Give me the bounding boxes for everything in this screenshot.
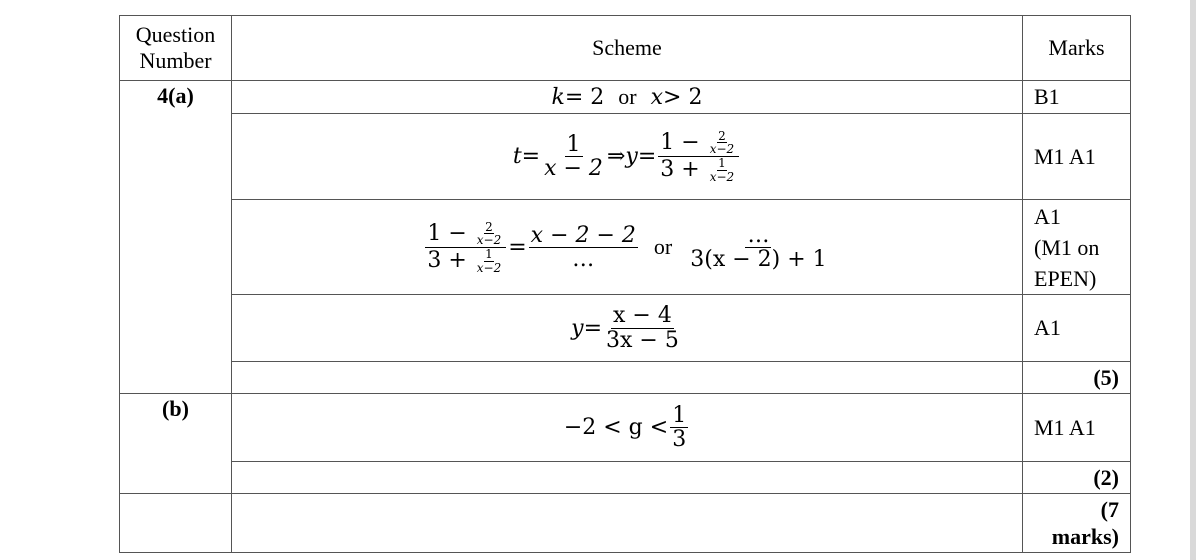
small-fraction <box>476 248 502 274</box>
marks-cell: M1 A1 <box>1023 394 1131 462</box>
marks-cell: B1 <box>1023 81 1131 114</box>
var-t: t <box>512 144 522 169</box>
scheme-header: Scheme <box>232 16 1023 81</box>
fraction-over-3x-minus-2-plus-1 <box>688 224 828 271</box>
fraction-answer <box>604 304 681 351</box>
compound-fraction <box>658 130 739 183</box>
denominator: x − 2 <box>544 156 603 181</box>
compound-numerator <box>658 130 739 157</box>
one-minus: 1 − <box>427 220 467 246</box>
small-denominator: x−2 <box>709 142 735 157</box>
var-k: k <box>551 84 565 110</box>
question-cell-empty <box>120 494 232 553</box>
one-minus: 1 − <box>660 129 700 155</box>
subtotal-row <box>120 362 1131 394</box>
scheme-cell-empty <box>232 462 1023 494</box>
denominator-dots: … <box>572 246 595 272</box>
compound-denominator <box>658 157 739 183</box>
scheme-cell-empty <box>232 362 1023 394</box>
numerator: x − 4 <box>613 303 672 329</box>
header-row <box>120 16 1131 81</box>
three-plus: 3 + <box>427 248 467 274</box>
denominator: 3(x − 2) + 1 <box>690 246 827 272</box>
marks-cell: M1 A1 <box>1023 114 1131 200</box>
marks-header: Marks <box>1023 16 1131 81</box>
equals-two: = 2 <box>564 84 605 110</box>
scheme-cell-empty <box>232 494 1023 553</box>
marks-cell: A1 <box>1023 295 1131 362</box>
equals: = <box>637 144 657 169</box>
compound-denominator <box>425 248 506 274</box>
numerator-dots: … <box>747 222 770 248</box>
small-fraction <box>709 157 735 183</box>
scheme-cell <box>232 295 1023 362</box>
three-plus: 3 + <box>660 157 700 183</box>
small-fraction <box>476 221 502 247</box>
small-denominator: x−2 <box>709 169 735 184</box>
page-edge <box>1190 0 1196 560</box>
subtotal-4a: (5) <box>1023 362 1131 394</box>
implies-arrow: ⇒ <box>606 144 626 169</box>
table-row <box>120 200 1131 295</box>
total-marks <box>1023 494 1131 553</box>
scheme-cell <box>232 114 1023 200</box>
small-denominator: x−2 <box>476 260 502 275</box>
numerator: 1 <box>566 131 581 157</box>
question-4a-label: 4(a) <box>120 81 232 394</box>
numerator: 1 <box>672 402 687 428</box>
small-numerator: 2 <box>718 128 726 143</box>
small-numerator: 1 <box>718 156 726 170</box>
scheme-cell <box>232 200 1023 295</box>
total-line: (7 <box>1100 497 1119 522</box>
compound-fraction <box>425 221 506 274</box>
scheme-cell <box>232 81 1023 114</box>
equals: = <box>508 234 527 260</box>
total-row <box>120 494 1131 553</box>
header-question-line1: Question <box>135 22 216 47</box>
table-row <box>120 114 1131 200</box>
denominator: 3 <box>672 427 687 452</box>
small-denominator: x−2 <box>476 233 502 248</box>
greater-than-two: > 2 <box>663 84 703 110</box>
table-row <box>120 81 1131 114</box>
fraction-one-third <box>670 404 688 451</box>
fraction-1-over-x-minus-2 <box>542 133 605 180</box>
denominator: 3x − 5 <box>606 327 679 353</box>
question-number-header <box>120 16 232 81</box>
subtotal-4b: (2) <box>1023 462 1131 494</box>
marks-line: (M1 on <box>1034 234 1100 260</box>
or-text: or <box>653 234 673 260</box>
mark-scheme-table <box>119 15 1131 553</box>
scheme-cell <box>232 394 1023 462</box>
compound-numerator <box>425 221 506 248</box>
var-y: y <box>571 315 584 341</box>
equals: = <box>521 144 541 169</box>
var-x: x <box>650 84 664 110</box>
small-fraction <box>709 130 735 156</box>
numerator: x − 2 − 2 <box>530 222 636 248</box>
marks-line: A1 <box>1034 203 1061 229</box>
subtotal-row <box>120 462 1131 494</box>
total-line: marks) <box>1051 524 1119 549</box>
marks-line: EPEN) <box>1034 265 1097 291</box>
or-text: or <box>618 84 637 110</box>
table-row <box>120 394 1131 462</box>
table-row <box>120 295 1131 362</box>
equals: = <box>583 315 603 341</box>
question-4b-label: (b) <box>120 394 232 494</box>
header-question-line2: Number <box>139 48 212 73</box>
small-numerator: 2 <box>485 219 493 234</box>
var-y: y <box>625 144 638 169</box>
small-numerator: 1 <box>485 246 493 261</box>
marks-cell <box>1023 200 1131 295</box>
inequality: −2 < g < <box>563 415 669 440</box>
fraction-x-minus-2-minus-2 <box>529 224 638 271</box>
